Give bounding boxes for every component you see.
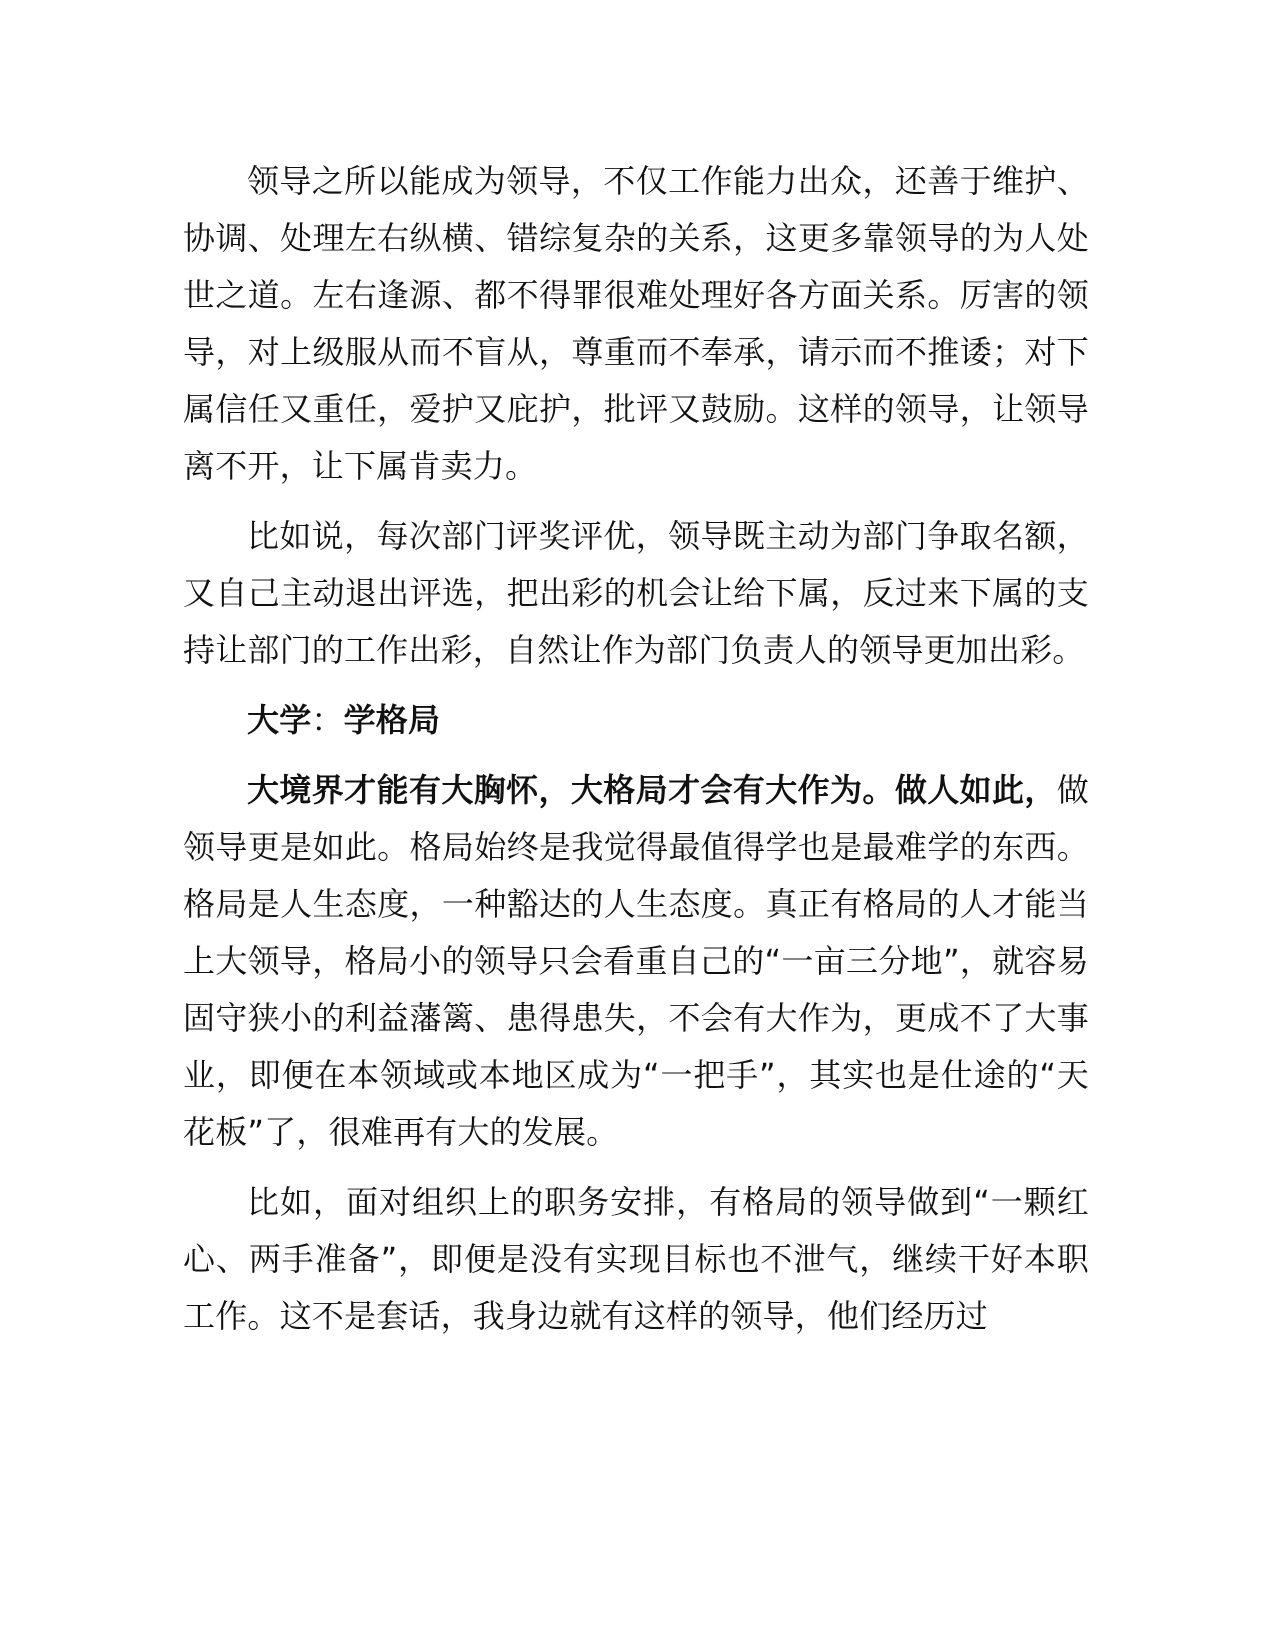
section-heading-separator: ： <box>311 701 344 739</box>
paragraph-3 <box>183 762 1089 1161</box>
paragraph-3-text: 做领导更是如此。格局始终是我觉得最值得学也是最难学的东西。格局是人生态度，一种豁达的人生态度。真正有格局的人才能当上大领导，格局小的领导只会看重自己的“一亩三分地”，就容易固守狭小的利益藩篱、患得患失，不会有大作为，更成不了大事业，即便在本领域或本地区成为“一把手”，其实也是仕途的“天花板”了，很难再有大的发展。 <box>183 771 1089 1151</box>
paragraph-3-bold-lead: 大境界才能有大胸怀，大格局才会有大作为。做人如此， <box>247 771 1057 809</box>
section-heading <box>183 692 1089 749</box>
paragraph-4: 比如，面对组织上的职务安排，有格局的领导做到“一颗红心、两手准备”，即便是没有实现目标也不泄气，继续干好本职工作。这不是套话，我身边就有这样的领导，他们经历过 <box>183 1183 1089 1335</box>
section-heading-part2: 学格局 <box>343 701 441 739</box>
paragraph-2: 比如说，每次部门评奖评优，领导既主动为部门争取名额，又自己主动退出评选，把出彩的机会让给下属，反过来下属的支持让部门的工作出彩，自然让作为部门负责人的领导更加出彩。 <box>183 517 1089 669</box>
document-body <box>183 153 1089 1358</box>
section-heading-part1: 大学 <box>247 701 312 739</box>
paragraph-1: 领导之所以能成为领导，不仅工作能力出众，还善于维护、协调、处理左右纵横、错综复杂的关系，这更多靠领导的为人处世之道。左右逢源、都不得罪很难处理好各方面关系。厉害的领导，对上级服从而不盲从，尊重而不奉承，请示而不推诿；对下属信任又重任，爱护又庇护，批评又鼓励。这样的领导，让领导离不开，让下属肯卖力。 <box>183 162 1089 485</box>
